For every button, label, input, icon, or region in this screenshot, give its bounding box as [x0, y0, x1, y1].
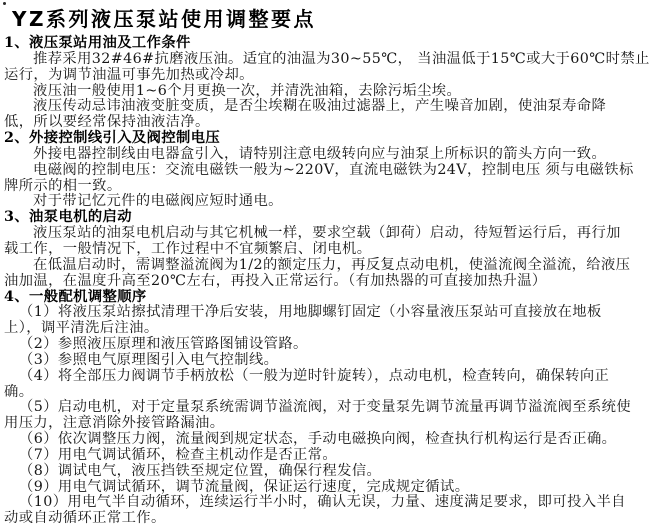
section-heading-4: 4、一般配机调整顺序: [4, 288, 147, 305]
list-item-8: （8）调试电气，液压挡铁至规定位置，确保行程发信。: [19, 462, 382, 479]
list-item-2: （2）参照液压原理和液压管路图铺设管路。: [19, 336, 308, 353]
list-item-1: （1）将液压泵站擦拭清理干净后安装，用地脚螺钉固定（小容量液压泵站可直接放在地板: [19, 304, 602, 321]
section-heading-1: 1、液压泵站用油及工作条件: [4, 35, 191, 51]
list-item-5: （5）启动电机，对于定量泵系统需调节溢流阀，对于变量泵先调节流量再调节溢流阀至系统使: [19, 399, 632, 416]
body-line: 牌所示的相一致。: [4, 177, 122, 194]
body-line: 在低温启动时，需调整溢流阀为1/2的额定压力，再反复点动电机，使溢流阀全溢流，给液压: [33, 256, 631, 273]
body-line: 低，所以要经常保持油液洁净。: [4, 114, 210, 131]
body-line: 液压传动忌讳油液变脏变质，是否尘埃糊在吸油过滤器上，产生噪音加剧，使油泵寿命降: [33, 98, 607, 115]
body-line: 推荐采用32#46#抗磨液压油。适宜的油温为30~55℃， 当油温低于15℃或大于60℃时禁止: [33, 50, 650, 67]
body-line: 用压力，注意消除外接管路漏油。: [4, 415, 225, 432]
body-line: 油加温，在温度升高至20℃左右，再投入正常运行。（有加热器的可直接加热升温）: [4, 272, 547, 289]
list-item-6: （6）依次调整压力阀，流量阀到规定状态，手动电磁换向阀，检查执行机构运行是否正确。: [19, 431, 617, 448]
body-line: 液压油一般使用1~6个月更换一次，并清洗油箱，去除污垢尘埃。: [33, 82, 462, 99]
body-line: 外接电器控制线由电器盒引入，请特别注意电级转向应与油泵上所标识的箭头方向一致。: [33, 145, 607, 162]
body-line: 上），调平清洗后注油。: [4, 320, 159, 337]
section-heading-3: 3、油泵电机的启动: [4, 209, 132, 226]
body-line: 对于带记忆元件的电磁阀应短时通电。: [33, 193, 283, 210]
body-line: 液压泵站的油泵电机启动与其它机械一样，要求空载（卸荷）启动，待短暂运行后，再行加: [33, 225, 621, 242]
body-line: 电磁阀的控制电压：交流电磁铁一般为~220V，直流电磁铁为24V，控制电压 须与电磁铁标: [33, 161, 634, 178]
body-line: 确。: [4, 383, 34, 400]
scan-speck: [3, 2, 6, 5]
body-line: 运行，为调节油温可事先加热或冷却。: [4, 66, 254, 83]
section-heading-2: 2、外接控制线引入及阀控制电压: [4, 130, 221, 147]
list-item-10: （10）用电气半自动循环，连续运行半小时，确认无误，力量、速度满足要求，即可投入半自: [19, 494, 626, 511]
document-title: YZ系列液压泵站使用调整要点: [12, 7, 316, 31]
body-line: 动或自动循环正常工作。: [4, 510, 166, 527]
body-line: 载工作，一般情况下，工作过程中不宜频繁启、闭电机。: [4, 240, 372, 257]
list-item-9: （9）用电气调试循环，调节流量阀，保证运行速度，完成规定循试。: [19, 478, 470, 495]
list-item-4: （4）将全部压力阀调节手柄放松（一般为逆时针旋转），点动电机，检查转向，确保转向正: [19, 367, 610, 384]
document-body: [0, 34, 650, 527]
list-item-7: （7）用电气调试循环，检查主机动作是否正常。: [19, 446, 338, 463]
list-item-3: （3）参照电气原理图引入电气控制线。: [19, 351, 279, 368]
